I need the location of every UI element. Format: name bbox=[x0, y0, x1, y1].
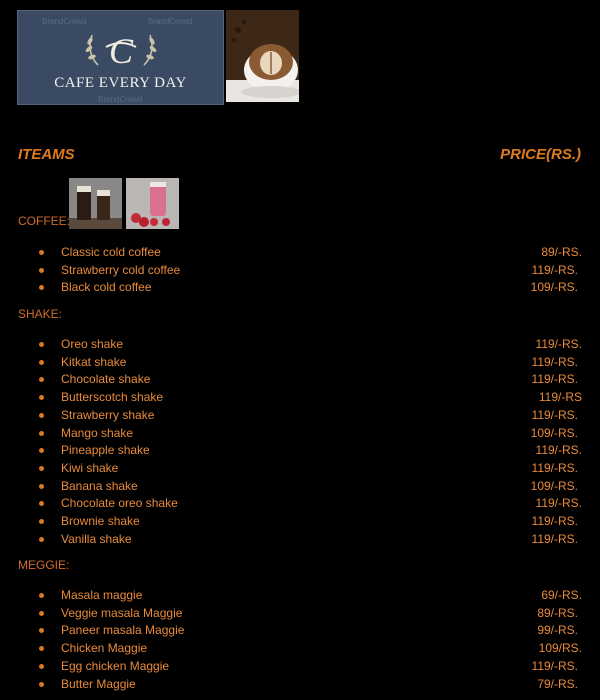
bullet-icon bbox=[39, 285, 44, 290]
menu-item-price: 119/-RS. bbox=[531, 354, 578, 369]
section-label: MEGGIE: bbox=[18, 558, 70, 572]
menu-item bbox=[0, 496, 600, 513]
menu-item-name: Egg chicken Maggie bbox=[61, 658, 170, 673]
logo-text: CAFE EVERY DAY bbox=[54, 75, 187, 91]
menu-item-price: 119/-RS. bbox=[531, 372, 578, 387]
menu-item-price: 119/-RS. bbox=[531, 262, 578, 277]
section-label: SHAKE: bbox=[18, 307, 63, 321]
bullet-icon bbox=[39, 646, 44, 651]
menu-item bbox=[0, 390, 600, 407]
menu-item-name: Kiwi shake bbox=[61, 460, 119, 475]
menu-item bbox=[0, 461, 600, 478]
menu-item bbox=[0, 588, 600, 605]
bullet-icon bbox=[39, 377, 44, 382]
menu-item-name: Pineapple shake bbox=[61, 443, 150, 458]
menu-item bbox=[0, 514, 600, 531]
menu-item-name: Chocolate shake bbox=[61, 372, 151, 387]
menu-item bbox=[0, 355, 600, 372]
menu-item-price: 109/-RS. bbox=[530, 425, 578, 440]
bullet-icon bbox=[39, 268, 44, 273]
bullet-icon bbox=[39, 250, 44, 255]
bullet-icon bbox=[39, 664, 44, 669]
bullet-icon bbox=[39, 360, 44, 365]
menu-item bbox=[0, 280, 600, 297]
menu-item bbox=[0, 659, 600, 676]
bullet-icon bbox=[39, 431, 44, 436]
cold-coffee-photo bbox=[69, 178, 122, 229]
menu-item-name: Chicken Maggie bbox=[61, 641, 148, 656]
menu-item bbox=[0, 479, 600, 496]
menu-item-price: 109/-RS. bbox=[530, 280, 578, 295]
menu-item-name: Brownie shake bbox=[61, 514, 140, 528]
bullet-icon bbox=[39, 395, 44, 400]
price-column-header: PRICE(RS.) bbox=[500, 146, 581, 163]
svg-text:C: C bbox=[108, 31, 134, 71]
bullet-icon bbox=[39, 448, 44, 453]
menu-item-price: 89/-RS. bbox=[537, 605, 578, 620]
menu-item-price: 119/-RS. bbox=[531, 407, 578, 422]
menu-item-price: 119/-RS. bbox=[531, 531, 578, 546]
bullet-icon bbox=[39, 682, 44, 687]
menu-item-name: Butterscotch shake bbox=[61, 390, 164, 405]
latte-photo bbox=[226, 10, 299, 102]
bullet-icon bbox=[39, 501, 44, 506]
menu-item bbox=[0, 408, 600, 425]
menu-item-price: 119/-RS. bbox=[535, 337, 582, 351]
menu-item bbox=[0, 337, 600, 354]
bullet-icon bbox=[39, 484, 44, 489]
bullet-icon bbox=[39, 537, 44, 542]
strawberry-shake-photo bbox=[126, 178, 179, 229]
laurel-emblem-icon bbox=[76, 25, 166, 73]
menu-item-price: 119/-RS bbox=[538, 390, 582, 405]
menu-item-price: 119/-RS. bbox=[531, 514, 578, 528]
bullet-icon bbox=[39, 342, 44, 347]
logo-watermark: BrandCrowd bbox=[98, 95, 143, 104]
bullet-icon bbox=[39, 466, 44, 471]
menu-item-price: 119/-RS. bbox=[531, 460, 578, 475]
menu-item-name: Oreo shake bbox=[61, 337, 124, 351]
menu-item-name: Butter Maggie bbox=[61, 676, 136, 691]
menu-item-price: 109/-RS. bbox=[530, 478, 578, 493]
menu-item bbox=[0, 263, 600, 280]
menu-item bbox=[0, 606, 600, 623]
menu-item bbox=[0, 426, 600, 443]
menu-item-name: Mango shake bbox=[61, 425, 134, 440]
menu-item bbox=[0, 245, 600, 262]
menu-item-name: Masala maggie bbox=[61, 588, 143, 602]
menu-item bbox=[0, 677, 600, 694]
menu-item bbox=[0, 372, 600, 389]
cafe-logo bbox=[17, 10, 224, 105]
bullet-icon bbox=[39, 611, 44, 616]
menu-item-price: 89/-RS. bbox=[541, 245, 582, 259]
items-column-header: ITEAMS bbox=[18, 146, 75, 163]
bullet-icon bbox=[39, 519, 44, 524]
menu-item-name: Paneer masala Maggie bbox=[61, 623, 185, 638]
menu-item-name: Chocolate oreo shake bbox=[61, 496, 178, 511]
bullet-icon bbox=[39, 628, 44, 633]
menu-item-name: Classic cold coffee bbox=[61, 245, 161, 259]
menu-item bbox=[0, 641, 600, 658]
bullet-icon bbox=[39, 413, 44, 418]
menu-item-name: Vanilla shake bbox=[61, 531, 132, 546]
menu-item-name: Kitkat shake bbox=[61, 354, 127, 369]
section-label: COFFEE: bbox=[18, 214, 71, 228]
menu-item-price: 119/-RS. bbox=[531, 658, 578, 673]
menu-item-price: 69/-RS. bbox=[541, 588, 582, 602]
menu-item-price: 119/-RS. bbox=[535, 496, 582, 511]
menu-item-name: Banana shake bbox=[61, 478, 138, 493]
menu-item-name: Black cold coffee bbox=[61, 280, 152, 295]
menu-item-name: Strawberry cold coffee bbox=[61, 262, 181, 277]
menu-item-price: 99/-RS. bbox=[537, 623, 578, 638]
logo-watermark: BrandCrowd bbox=[148, 17, 193, 26]
bullet-icon bbox=[39, 593, 44, 598]
menu-item bbox=[0, 532, 600, 549]
menu-item-price: 119/-RS. bbox=[535, 443, 582, 458]
menu-item-price: 79/-RS. bbox=[537, 676, 578, 691]
menu-item-name: Veggie masala Maggie bbox=[61, 605, 183, 620]
menu-item-price: 109/RS. bbox=[538, 641, 582, 656]
logo-watermark: BrandCrowd bbox=[42, 17, 87, 26]
menu-item-name: Strawberry shake bbox=[61, 407, 155, 422]
menu-item bbox=[0, 443, 600, 460]
menu-item bbox=[0, 623, 600, 640]
